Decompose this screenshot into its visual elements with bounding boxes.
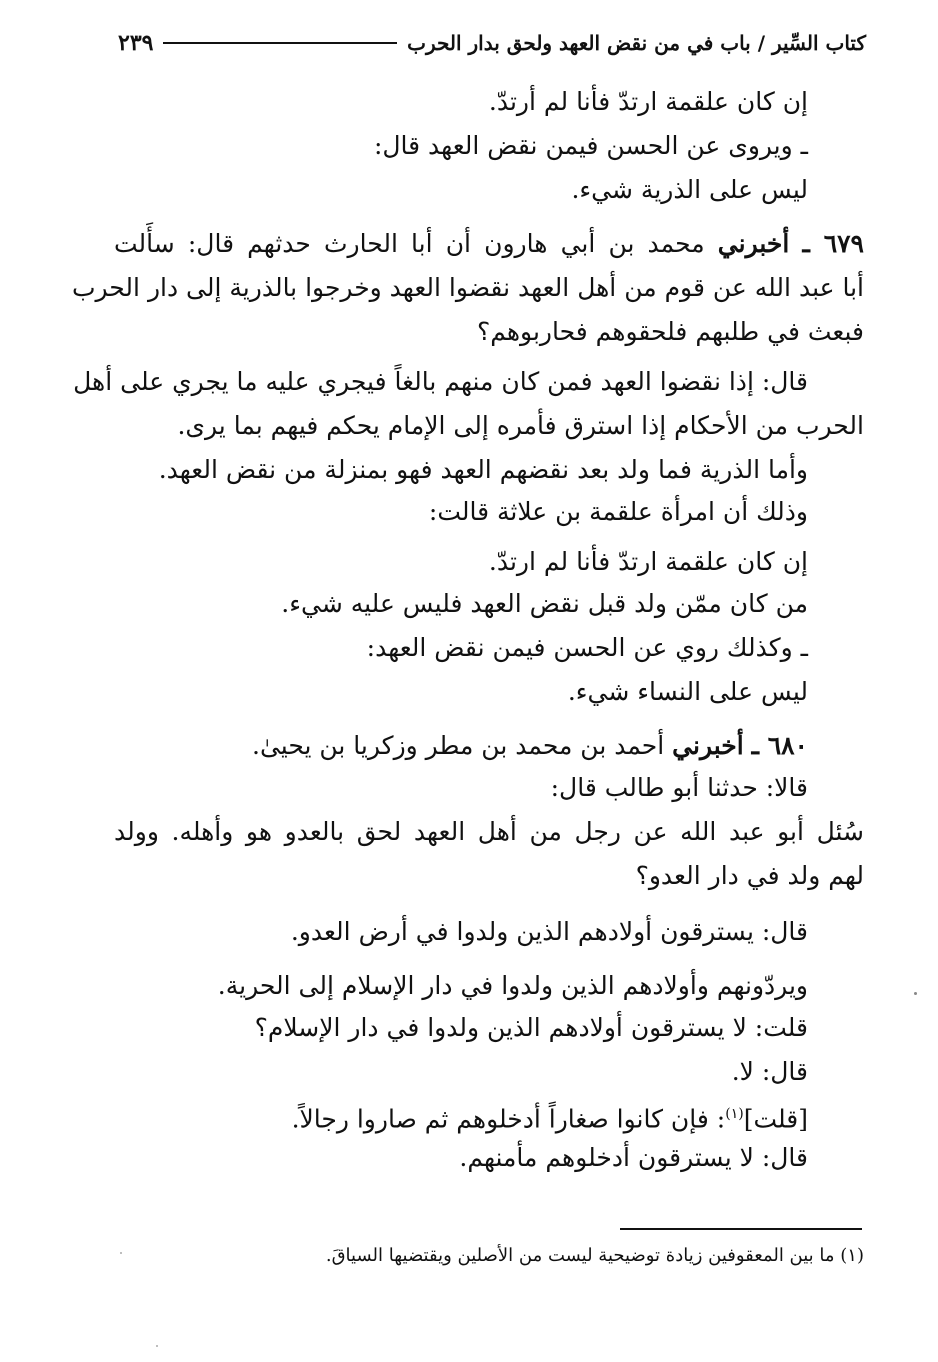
scan-speck [156,1345,158,1347]
text-line: إن كان علقمة ارتدّ فأنا لم أرتدّ. [488,87,808,116]
text-line: إن كان علقمة ارتدّ فأنا لم ارتدّ. [488,547,808,576]
text-line: قال: يسترقون أولادهم الذين ولدوا في أرض العدو. [290,917,808,946]
page-number: ٢٣٩ [118,30,154,56]
text-line: وأما الذرية فما ولد بعد نقضهم العهد فهو بمنزلة من نقض العهد. [158,455,808,484]
header-rule [163,42,397,44]
text-line: سُئل أبو عبد الله عن رجل من أهل العهد لحق بالعدو هو وأهله. وولد [114,817,864,846]
entry-number: ٦٧٩ ـ [802,229,864,258]
running-header [118,26,866,60]
entry-680-line [252,726,808,766]
scan-speck [120,1252,122,1254]
qult-line [292,1094,808,1134]
entry-keyword: أخبرني [672,731,744,760]
entry-679-line [114,224,864,264]
entry-number: ٦٨٠ ـ [751,731,808,760]
text-line: ـ ويروى عن الحسن فيمن نقض العهد قال: [373,131,808,160]
text-line: لهم ولد في دار العدو؟ [635,861,864,890]
entry-text: أحمد بن محمد بن مطر وزكريا بن يحيىٰ. [252,731,665,760]
text-line: قال: لا. [731,1057,808,1086]
text-line: الحرب من الأحكام إذا استرق فأمره إلى الإمام يحكم فيهم بما يرى. [177,411,864,440]
qult-label: [قلت] [743,1104,808,1134]
text-line: ـ وكذلك روي عن الحسن فيمن نقض العهد: [366,633,808,662]
footnote: (١) ما بين المعقوفين زيادة توضيحية ليست من الأصلين ويقتضيها السياقَ. [325,1245,864,1266]
text-line: قال: لا يسترقون أدخلوهم مأمنهم. [459,1143,808,1172]
entry-text: محمد بن أبي هارون أن أبا الحارث حدثهم قال: [174,229,718,258]
text-line: ليس على الذرية شيء. [571,175,808,204]
header-title: كتاب السِّير / باب في من نقض العهد ولحق بدار الحرب [407,31,866,55]
text-line: : فإن كانوا صغاراً أدخلوهم ثم صاروا رجالاً. [291,1104,726,1134]
footnote-ref: (١) [725,1106,744,1122]
text-line: قال: إذا نقضوا العهد فمن كان منهم بالغاً فيجري عليه ما يجري على أهل [73,367,808,396]
scan-speck [914,992,917,995]
footnote-rule [620,1228,862,1230]
text-line: قلت: لا يسترقون أولادهم الذين ولدوا في دار الإسلام؟ [254,1013,808,1042]
text-line: قالا: حدثنا أبو طالب قال: [550,773,808,802]
text-line: أبا عبد الله عن قوم من أهل العهد نقضوا العهد وخرجوا بالذرية إلى دار الحرب [71,273,864,302]
entry-keyword: أخبرني [717,229,790,258]
text-line: وذلك أن امرأة علقمة بن علاثة قالت: [428,497,808,526]
entry-text-end: سأَلت [114,229,175,258]
text-line: ويردّونهم وأولادهم الذين ولدوا في دار الإسلام إلى الحرية. [217,971,808,1000]
text-line: ليس على النساء شيء. [567,677,808,706]
text-line: فبعث في طلبهم فلحقوهم فحاربوهم؟ [476,317,864,346]
text-line: من كان ممّن ولد قبل نقض العهد فليس عليه شيء. [281,589,808,618]
